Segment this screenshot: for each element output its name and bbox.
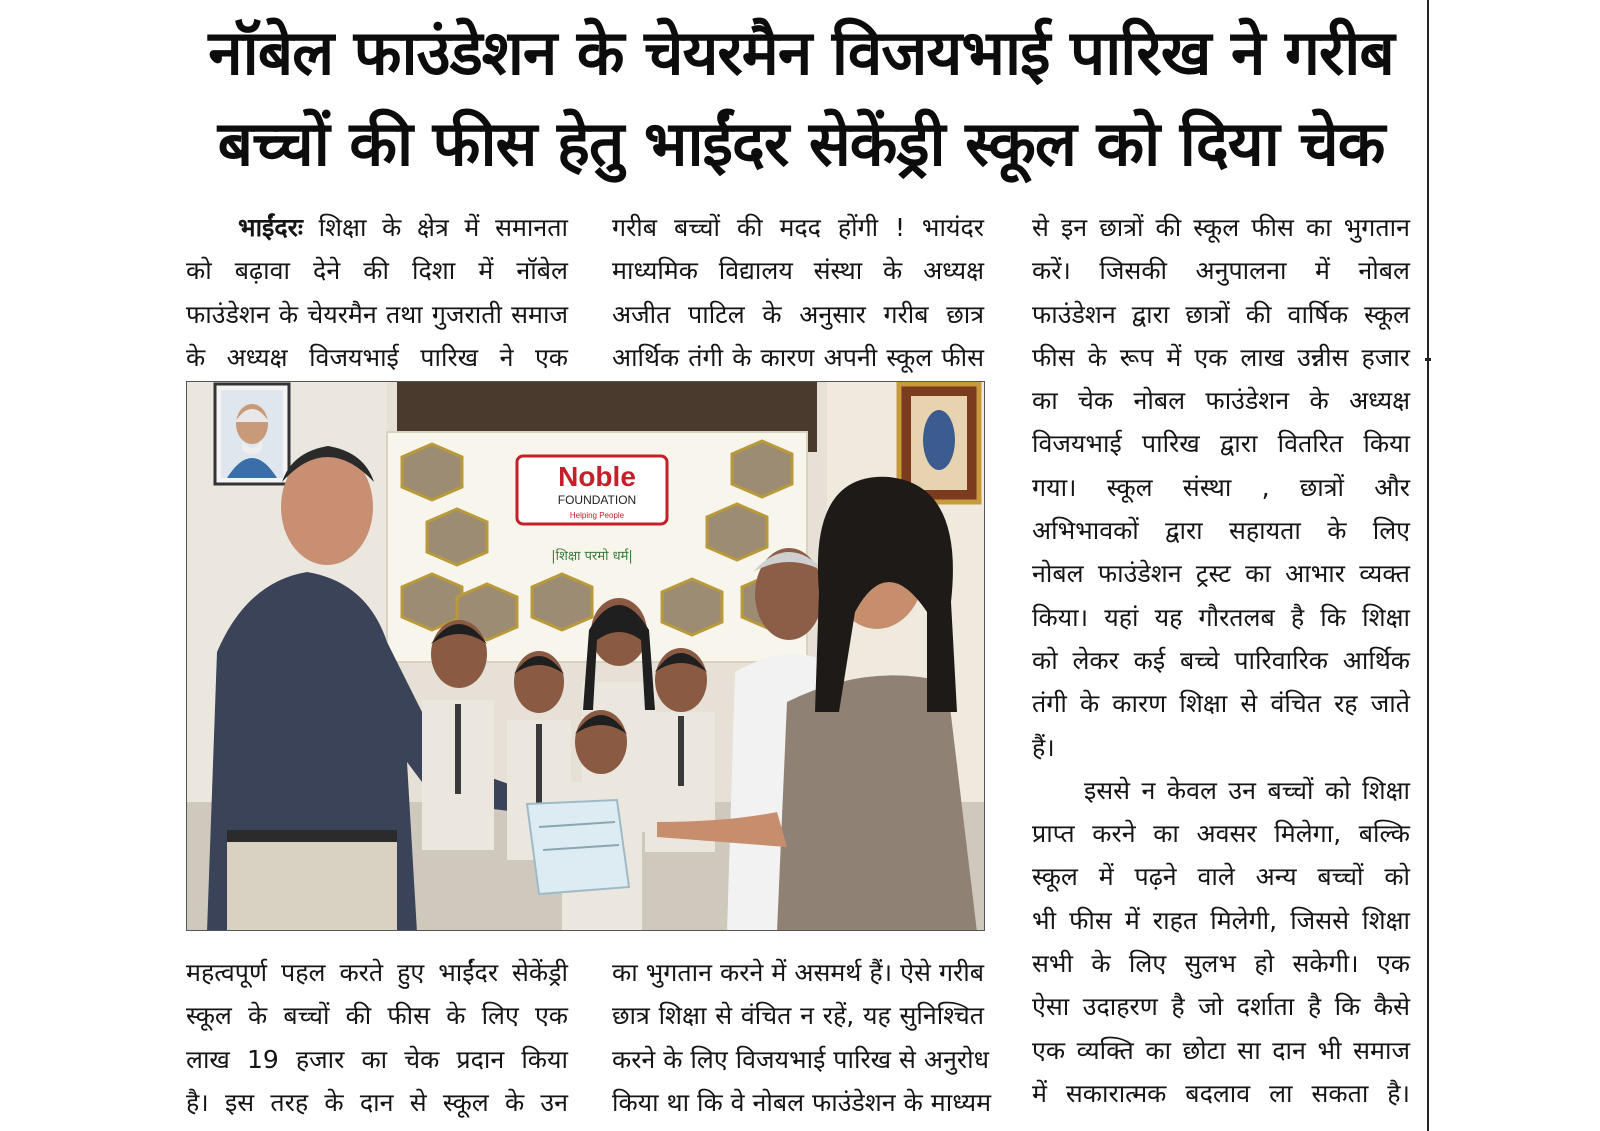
article-line: में सकारात्मक बदलाव ला सकता है। [1032, 1078, 1410, 1108]
article-line: आर्थिक तंगी के कारण अपनी स्कूल फीस [612, 342, 984, 372]
banner-motto: |शिक्षा परमो धर्म| [551, 549, 633, 564]
article-line: लाख 19 हजार का चेक प्रदान किया [186, 1044, 568, 1074]
article-line: फीस के रूप में एक लाख उन्नीस हजार [1032, 342, 1410, 372]
article-line: सभी के लिए सुलभ हो सकेगी। एक [1032, 949, 1410, 979]
headline-line-2: बच्चों की फीस हेतु भाईंदर सेकेंड्री स्कूल को दिया चेक [217, 107, 1385, 180]
article-line: के अध्यक्ष विजयभाई पारिख ने एक [186, 342, 568, 372]
news-photo [186, 381, 985, 931]
article-line-text: शिक्षा के क्षेत्र में समानता [318, 213, 568, 242]
article-line: हैं। [1032, 732, 1055, 762]
portrait-frame [215, 384, 289, 484]
article-line: का चेक नोबल फाउंडेशन के अध्यक्ष [1032, 386, 1410, 416]
article-line: इससे न केवल उन बच्चों को शिक्षा [1084, 775, 1410, 805]
article-line: तंगी के कारण शिक्षा से वंचित रह जाते [1032, 689, 1410, 719]
article-line: माध्यमिक विद्यालय संस्था के अध्यक्ष [612, 256, 984, 286]
article-line: अभिभावकों द्वारा सहायता के लिए [1032, 516, 1410, 546]
article-line: स्कूल के बच्चों की फीस के लिए एक [186, 1001, 568, 1031]
article-line: फाउंडेशन द्वारा छात्रों की वार्षिक स्कूल [1032, 299, 1410, 329]
article-line: छात्र शिक्षा से वंचित न रहें, यह सुनिश्चित [612, 1001, 984, 1031]
column-rule-tick [1425, 358, 1431, 361]
article-line [186, 206, 568, 249]
article-line: ऐसा उदाहरण है जो दर्शाता है कि कैसे [1032, 992, 1410, 1022]
article-column-1-bottom [186, 951, 568, 1124]
article-line: गरीब बच्चों की मदद होंगी ! भायंदर [612, 213, 984, 242]
article-line: है। इस तरह के दान से स्कूल के उन [186, 1087, 568, 1117]
article-line: को बढ़ावा देने की दिशा में नॉबेल [186, 256, 568, 286]
article-column-2-bottom [612, 951, 992, 1124]
banner-tagline: Helping People [569, 511, 625, 520]
article-column-2-top [612, 206, 984, 379]
article-line: नोबल फाउंडेशन ट्रस्ट का आभार व्यक्त [1032, 559, 1410, 589]
column-rule [1427, 0, 1429, 1131]
article-line: भी फीस में राहत मिलेगी, जिससे शिक्षा [1032, 905, 1410, 935]
article-line: को लेकर कई बच्चे पारिवारिक आर्थिक [1032, 645, 1410, 675]
article-column-1-top [186, 206, 568, 379]
article-line: किया। यहां यह गौरतलब है कि शिक्षा [1032, 602, 1410, 632]
article-line: एक व्यक्ति का छोटा सा दान भी समाज [1032, 1035, 1410, 1065]
article-line: अजीत पाटिल के अनुसार गरीब छात्र [612, 299, 984, 329]
cheque [527, 800, 629, 894]
article-line: विजयभाई पारिख द्वारा वितरित किया [1032, 429, 1410, 459]
dateline: भाईंदरः [238, 213, 303, 242]
article-line: फाउंडेशन के चेयरमैन तथा गुजराती समाज [186, 299, 568, 329]
article-line: करें। जिसकी अनुपालना में नोबल [1032, 256, 1410, 286]
headline-line-1: नॉबेल फाउंडेशन के चेयरमैन विजयभाई पारिख ने गरीब [208, 16, 1394, 89]
article-line: गया। स्कूल संस्था , छात्रों और [1032, 472, 1410, 502]
article-line: का भुगतान करने में असमर्थ हैं। ऐसे गरीब [612, 958, 984, 987]
article-line: प्राप्त करने का अवसर मिलेगा, बल्कि [1032, 819, 1410, 849]
article-line: महत्वपूर्ण पहल करते हुए भाईंदर सेकेंड्री [186, 958, 568, 987]
article-column-3 [1032, 206, 1410, 1115]
article-line: स्कूल में पढ़ने वाले अन्य बच्चों को [1032, 862, 1410, 892]
photo-illustration [187, 382, 985, 931]
banner-title: Noble [558, 461, 636, 492]
banner-subtitle: FOUNDATION [557, 493, 637, 507]
article-line: किया था कि वे नोबल फाउंडेशन के माध्यम [612, 1087, 992, 1117]
article-line: से इन छात्रों की स्कूल फीस का भुगतान [1032, 213, 1410, 242]
article-line: करने के लिए विजयभाई पारिख से अनुरोध [612, 1044, 989, 1074]
